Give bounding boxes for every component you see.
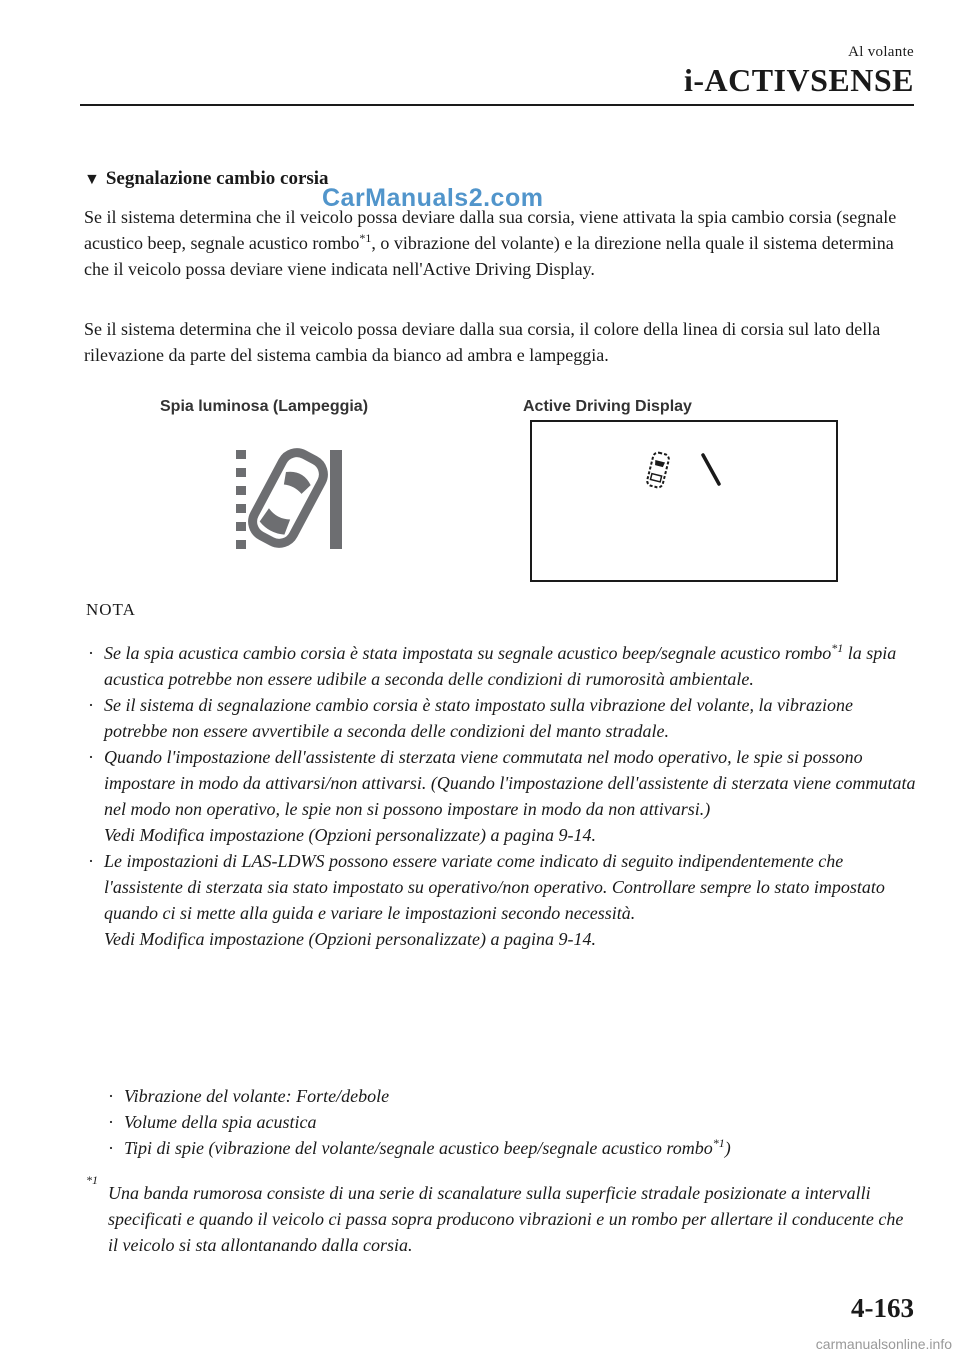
nota-list — [86, 640, 916, 952]
footnote-ref: *1 — [712, 1136, 725, 1150]
paragraph-1: Se il sistema determina che il veicolo possa deviare dalla sua corsia, viene attivata la spia cambio corsia (segnale acustico beep, segnale acustico rombo$^{*1}$, o vibrazione del volante) e la direzione nella quale il sistema determina che il veicolo possa deviare viene indicata nell'Active Driving Display. — [84, 207, 897, 279]
page-number: 4-163 — [851, 1293, 914, 1323]
figure-label-active-driving-display: Active Driving Display — [523, 398, 692, 415]
list-item: · Le impostazioni di LAS-LDWS possono essere variate come indicato di seguito indipendentemente che l'assistente di sterzata sia stato impostato su operativo/non operativo. Controllare sempre lo stato impostato quando ci si mette alla guida e variare le impostazioni secondo necessità. Vedi Modifica impostazione (Opzioni personalizzate) a pagina 9-14. — [88, 851, 885, 949]
active-driving-display-frame — [530, 420, 838, 582]
nota-label: NOTA — [86, 600, 136, 619]
page-reference: Vedi Modifica impostazione (Opzioni personalizzate) a pagina 9-14. — [104, 825, 596, 845]
footnote-ref: *1 — [831, 641, 844, 655]
list-item: · Volume della spia acustica — [108, 1112, 317, 1132]
lane-departure-warning-icon — [226, 446, 352, 554]
triangle-marker-icon: ▼ — [84, 171, 100, 188]
header-rule — [80, 104, 914, 106]
list-item: · Tipi di spie (vibrazione del volante/segnale acustico beep/segnale acustico rombo$^{*1}$) — [108, 1136, 731, 1158]
header-section-title: i-ACTIVSENSE — [683, 62, 914, 98]
list-item: · Se il sistema di segnalazione cambio corsia è stato impostato sulla vibrazione del volante, la vibrazione potrebbe non essere avvertibile a seconda delle condizioni del manto stradale. — [88, 695, 853, 741]
paragraph-2: Se il sistema determina che il veicolo possa deviare dalla sua corsia, il colore della linea di corsia sul lato della rilevazione da parte del sistema cambia da bianco ad ambra e lampeggia. — [84, 319, 881, 365]
header-chapter: Al volante — [848, 44, 914, 60]
list-item: · Quando l'impostazione dell'assistente di sterzata viene commutata nel modo operativo, le spie si possono impostare in modo da attivarsi/non attivarsi. (Quando l'impostazione dell'assistente di sterzata viene commutata nel modo non operativo, le spie non si possono impostare in modo da non attivarsi.) Vedi Modifica impostazione (Opzioni personalizzate) a pagina 9-14. — [88, 747, 916, 845]
list-item: · Se la spia acustica cambio corsia è stata impostata su segnale acustico beep/segnale acustico rombo$^{*1}$ la spia acustica potrebbe non essere udibile a seconda delle condizioni di rumorosità ambientale. — [88, 641, 897, 689]
footnote: *1 Una banda rumorosa consiste di una serie di scanalature sulla superficie stradale posizionate a intervalli specificati e quando il veicolo ci passa sopra producono vibrazioni e un rombo per allertare il conducente che il veicolo si sta allontanando dalla corsia. — [86, 1180, 916, 1258]
footnote-ref: *1 — [359, 231, 372, 245]
vehicle-icon — [642, 450, 674, 490]
figure-label-warning-light: Spia luminosa (Lampeggia) — [160, 398, 369, 415]
lane-line-indicator-icon — [697, 452, 727, 488]
list-item: · Vibrazione del volante: Forte/debole — [108, 1086, 390, 1106]
settings-sub-list — [106, 1083, 916, 1161]
source-site-label: carmanualsonline.info — [815, 1336, 952, 1352]
footnote-text: Una banda rumorosa consiste di una serie di scanalature sulla superficie stradale posizionate a intervalli specificati e quando il veicolo ci passa sopra producono vibrazioni e un rombo per allertare il conducente che il veicolo si sta allontanando dalla corsia. — [108, 1183, 904, 1255]
section-heading-title: Segnalazione cambio corsia — [105, 168, 329, 189]
page-reference: Vedi Modifica impostazione (Opzioni personalizzate) a pagina 9-14. — [104, 929, 596, 949]
watermark: CarManuals2.com — [322, 184, 544, 212]
section-heading — [84, 168, 329, 190]
